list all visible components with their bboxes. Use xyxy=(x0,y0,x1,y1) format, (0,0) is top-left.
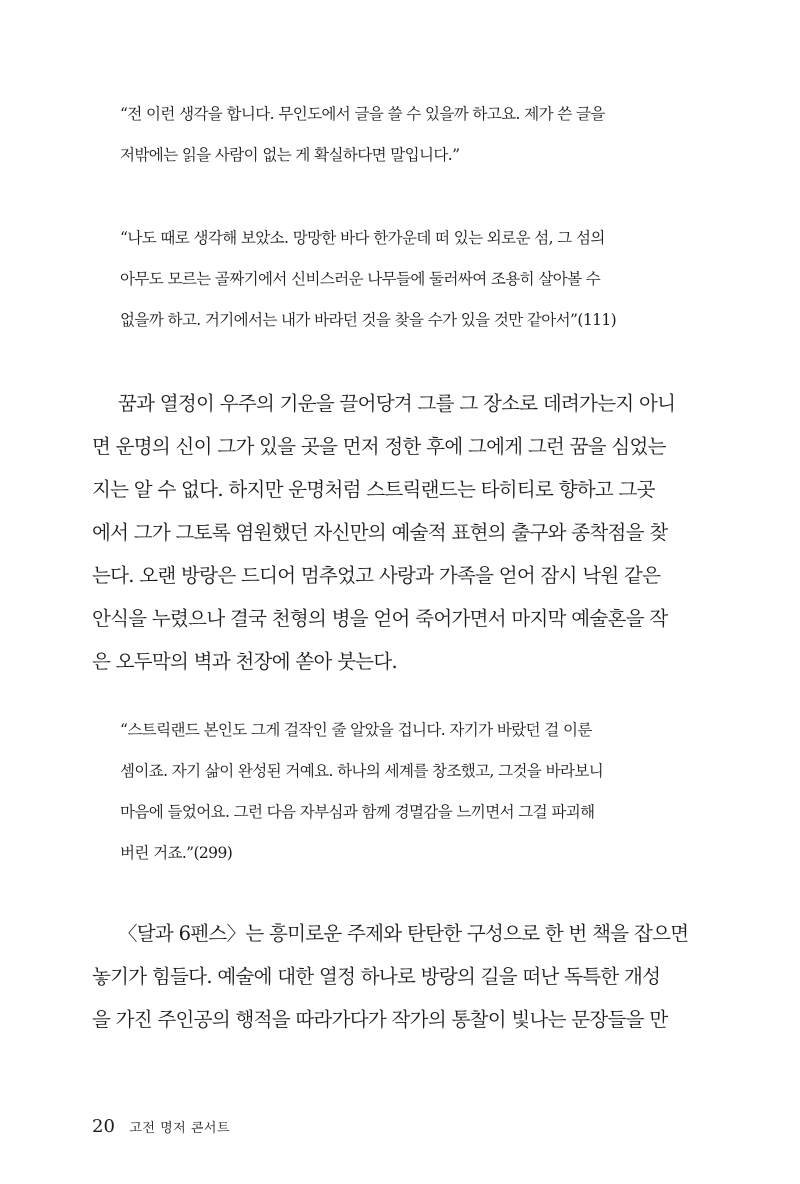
quote-line: 없을까 하고. 거기에서는 내가 바라던 것을 찾을 수가 있을 것만 같아서”(111) xyxy=(120,311,617,329)
body-line: 을 가진 주인공의 행적을 따라가다가 작가의 통찰이 빛나는 문장들을 만 xyxy=(92,1008,668,1031)
quote-line: “전 이런 생각을 합니다. 무인도에서 글을 쓸 수 있을까 하고요. 제가 쓴 글을 xyxy=(120,105,605,123)
running-title: 고전 명저 콘서트 xyxy=(129,1121,231,1136)
body-line: 〈달과 6펜스〉는 흥미로운 주제와 탄탄한 구성으로 한 번 책을 잡으면 xyxy=(118,922,689,945)
quote-line: 아무도 모르는 골짜기에서 신비스러운 나무들에 둘러싸여 조용히 살아볼 수 xyxy=(120,270,601,288)
body-line: 지는 알 수 없다. 하지만 운명처럼 스트릭랜드는 타히티로 향하고 그곳 xyxy=(92,478,655,501)
body-line: 꿈과 열정이 우주의 기운을 끌어당겨 그를 그 장소로 데려가는지 아니 xyxy=(118,392,676,415)
body-line: 에서 그가 그토록 염원했던 자신만의 예술적 표현의 출구와 종착점을 찾 xyxy=(92,521,668,544)
body-line: 는다. 오랜 방랑은 드디어 멈추었고 사랑과 가족을 얻어 잠시 낙원 같은 xyxy=(92,564,661,587)
quote-line: 셈이죠. 자기 삶이 완성된 거예요. 하나의 세계를 창조했고, 그것을 바라보니 xyxy=(120,762,604,780)
quote-line: 저밖에는 읽을 사람이 없는 게 확실하다면 말입니다.” xyxy=(120,146,460,164)
page-footer xyxy=(92,1116,230,1137)
quote-line: “스트릭랜드 본인도 그게 걸작인 줄 알았을 겁니다. 자기가 바랐던 걸 이룬 xyxy=(120,721,592,739)
page-number: 20 xyxy=(92,1116,115,1137)
body-line: 놓기가 힘들다. 예술에 대한 열정 하나로 방랑의 길을 떠난 독특한 개성 xyxy=(92,965,661,988)
quote-line: 마음에 들었어요. 그런 다음 자부심과 함께 경멸감을 느끼면서 그걸 파괴해 xyxy=(120,803,595,821)
quote-line: 버린 거죠.”(299) xyxy=(120,844,233,862)
body-line: 안식을 누렸으나 결국 천형의 병을 얻어 죽어가면서 마지막 예술혼을 작 xyxy=(92,607,668,630)
body-line: 면 운명의 신이 그가 있을 곳을 먼저 정한 후에 그에게 그런 꿈을 심었는 xyxy=(92,435,666,458)
quote-line: “나도 때로 생각해 보았소. 망망한 바다 한가운데 떠 있는 외로운 섬, 그 섬의 xyxy=(120,229,605,247)
body-line: 은 오두막의 벽과 천장에 쏟아 붓는다. xyxy=(92,650,398,673)
